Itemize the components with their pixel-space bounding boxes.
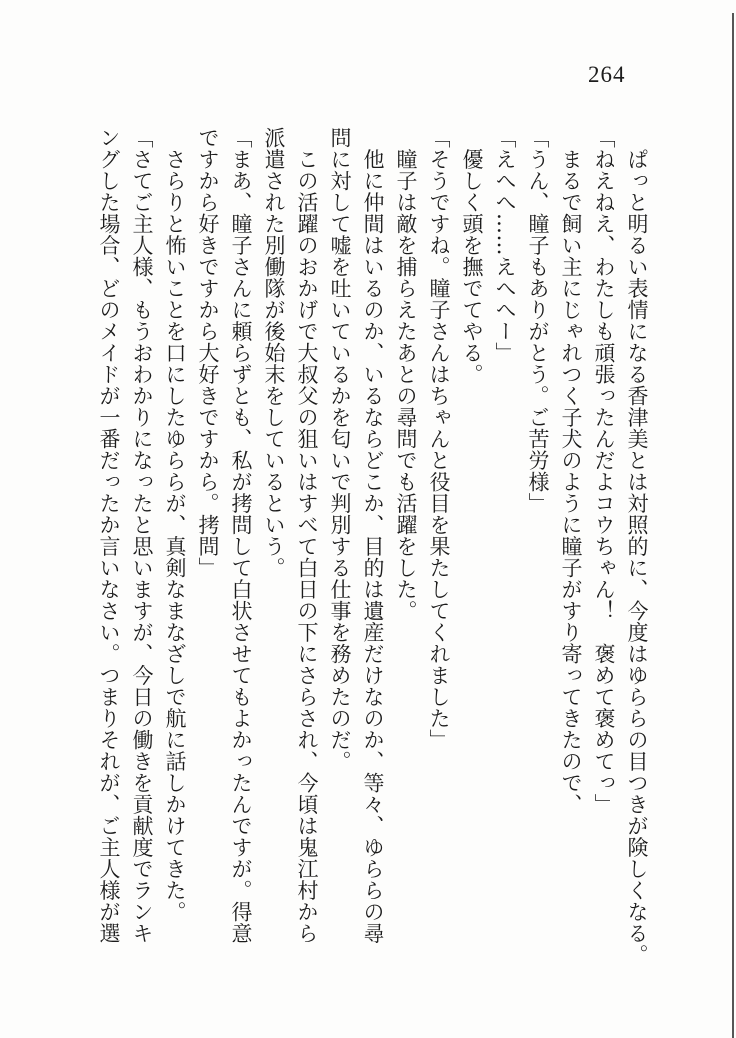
text-line: ングした場合、どのメイドが一番だったか言いなさい。つまりそれが、ご主人様が選 [97, 127, 121, 944]
text-line: 優しく頭を撫でてやる。 [460, 127, 484, 385]
text-line: 「うん、瞳子もありがとう。ご苦労様」 [526, 127, 550, 514]
text-line: さらりと怖いことを口にしたゆららが、真剣なまなざしで航に話しかけてきた。 [163, 127, 187, 923]
text-line: 他に仲間はいるのか、いるならどこか、目的は遺産だけなのか、等々、ゆららの尋 [361, 127, 385, 944]
text-line: ぱっと明るい表情になる香津美とは対照的に、今度はゆららの目つきが険しくなる。 [625, 127, 649, 966]
text-line: 「まあ、瞳子さんに頼らずとも、私が拷問して白状させてもよかったんですが。得意 [229, 127, 253, 944]
text-line: この活躍のおかげで大叔父の狙いはすべて白日の下にさらされ、今頃は鬼江村から [295, 127, 319, 944]
text-line: 「さてご主人様、もうおわかりになったと思いますが、今日の働きを貢献度でランキ [130, 127, 154, 944]
text-line: 「えへへ……えへへー」 [493, 127, 517, 364]
body-text [92, 127, 653, 966]
text-line: 派遣された別働隊が後始末をしているという。 [262, 127, 286, 579]
text-line: ですから好きですから大好きですから。拷問」 [196, 127, 220, 579]
text-line: まるで飼い主にじゃれつく子犬のように瞳子がすり寄ってきたので、 [559, 127, 583, 815]
text-line: 「ねえねえ、わたしも頑張ったんだよコウちゃん！ 褒めて褒めてっ」 [592, 127, 616, 815]
text-line: 瞳子は敵を捕らえたあとの尋問でも活躍をした。 [394, 127, 418, 622]
text-line: 「そうですね。瞳子さんはちゃんと役目を果たしてくれました」 [427, 127, 451, 751]
text-line: 問に対して嘘を吐いているかを匂いで判別する仕事を務めたのだ。 [328, 127, 352, 772]
page-edge-line [732, 13, 734, 1038]
page-number: 264 [588, 62, 626, 87]
